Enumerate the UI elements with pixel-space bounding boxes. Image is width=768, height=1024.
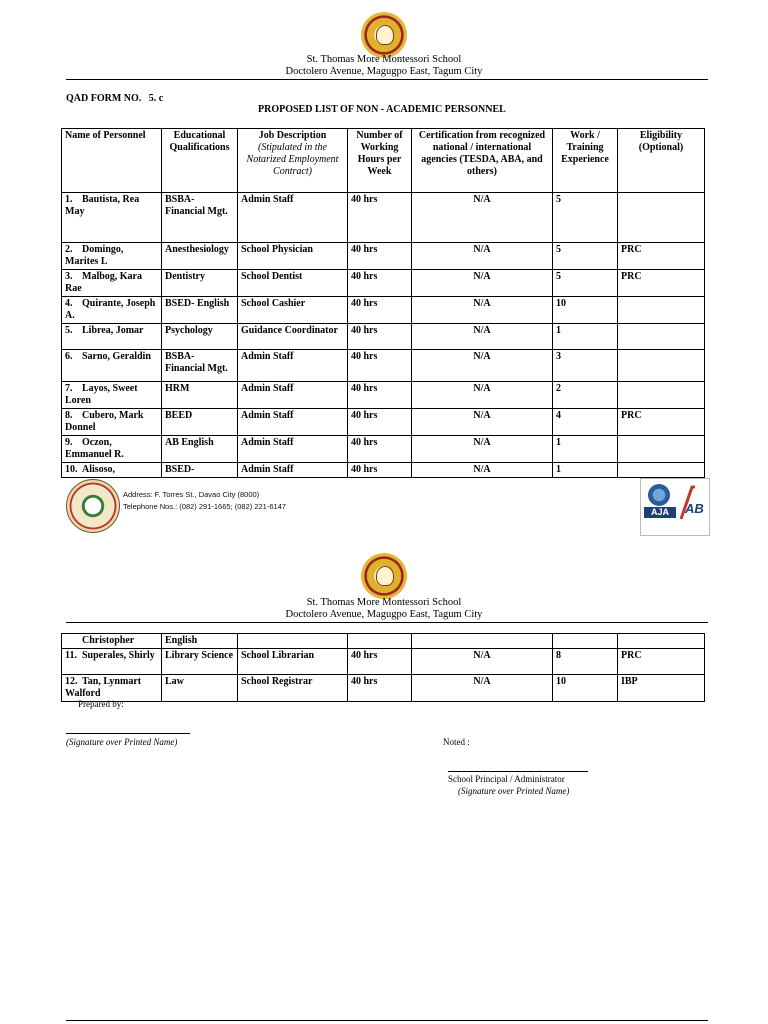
cell-education: AB English (162, 436, 238, 463)
header-name: Name of Personnel (62, 129, 162, 193)
school-address: Doctolero Avenue, Magugpo East, Tagum City (285, 66, 483, 77)
table-row (62, 382, 705, 409)
cell-education-continuation: English (162, 634, 238, 649)
cell-job: Admin Staff (238, 350, 348, 382)
cell-cert: N/A (412, 243, 553, 270)
cell-name: 3. Malbog, Kara Rae (62, 270, 162, 297)
cell-education: HRM (162, 382, 238, 409)
certification-logos (640, 478, 710, 536)
aja-logo: AJA (644, 507, 676, 518)
cell-name: 12. Tan, Lynmart Walford (62, 675, 162, 702)
cell-experience: 10 (553, 675, 618, 702)
cell-experience: 3 (553, 350, 618, 382)
cell-name: 6. Sarno, Geraldin (62, 350, 162, 382)
cell-experience: 1 (553, 324, 618, 350)
table-row (62, 297, 705, 324)
table-row (62, 675, 705, 702)
cell-hours: 40 hrs (348, 243, 412, 270)
header-rule (66, 79, 708, 80)
cell-name: 11. Superales, Shirly (62, 649, 162, 675)
cell-experience: 5 (553, 243, 618, 270)
cell-name: 4. Quirante, Joseph A. (62, 297, 162, 324)
table-row (62, 193, 705, 243)
cell-hours: 40 hrs (348, 382, 412, 409)
cell-job: Guidance Coordinator (238, 324, 348, 350)
cell-hours: 40 hrs (348, 270, 412, 297)
principal-label: School Principal / Administrator (448, 774, 565, 784)
table-row (62, 649, 705, 675)
cell-education: BSBA- Financial Mgt. (162, 193, 238, 243)
cell-cert: N/A (412, 382, 553, 409)
cell-experience: 2 (553, 382, 618, 409)
deped-seal-logo (66, 479, 120, 533)
ab-logo-icon (677, 483, 707, 525)
cell-education: Anesthesiology (162, 243, 238, 270)
table-row (62, 270, 705, 297)
cell-cert: N/A (412, 270, 553, 297)
cell-job: School Dentist (238, 270, 348, 297)
cell-name: 8. Cubero, Mark Donnel (62, 409, 162, 436)
cell-education: BSED- English (162, 297, 238, 324)
footer-address: Address: F. Torres St., Davao City (8000) (123, 490, 260, 499)
school-name-page2: St. Thomas More Montessori School (306, 597, 462, 608)
cell-hours: 40 hrs (348, 324, 412, 350)
cell-education: Law (162, 675, 238, 702)
cell-experience: 4 (553, 409, 618, 436)
header-experience: Work / Training Experience (553, 129, 618, 193)
cell-eligibility (618, 350, 705, 382)
principal-signature-note: (Signature over Printed Name) (458, 786, 570, 796)
header-eligibility: Eligibility (Optional) (618, 129, 705, 193)
cell-name-continuation: Christopher (82, 635, 135, 646)
svg-text:AB: AB (685, 501, 704, 516)
table-header-row (62, 129, 705, 193)
cell-experience: 1 (553, 436, 618, 463)
cell-hours: 40 hrs (348, 350, 412, 382)
cell-eligibility (618, 382, 705, 409)
personnel-table-page2 (61, 633, 705, 702)
table-row (62, 350, 705, 382)
certificate-number (641, 529, 709, 533)
cell-job: Admin Staff (238, 463, 348, 478)
table-body-page2 (62, 649, 705, 702)
table-row (62, 324, 705, 350)
cell-cert: N/A (412, 350, 553, 382)
cell-name: 9. Oczon, Emmanuel R. (62, 436, 162, 463)
prepared-signature-note: (Signature over Printed Name) (66, 737, 178, 747)
cell-eligibility (618, 324, 705, 350)
cell-job: Admin Staff (238, 409, 348, 436)
table-row (62, 436, 705, 463)
cell-experience: 1 (553, 463, 618, 478)
cell-experience: 5 (553, 270, 618, 297)
cell-experience: 5 (553, 193, 618, 243)
header-cert: Certification from recognized national / international agencies (TESDA, ABA, and others) (412, 129, 553, 193)
school-name: St. Thomas More Montessori School (306, 54, 462, 65)
cell-hours: 40 hrs (348, 463, 412, 478)
cell-eligibility: PRC (618, 409, 705, 436)
cell-education: Library Science (162, 649, 238, 675)
globe-icon (648, 484, 670, 506)
cell-eligibility (618, 436, 705, 463)
noted-signature-line (448, 771, 588, 772)
header-job-note: (Stipulated in the Notarized Employment Contract) (246, 142, 339, 177)
cell-eligibility (618, 297, 705, 324)
page-bottom-rule (66, 1020, 708, 1021)
cell-hours: 40 hrs (348, 193, 412, 243)
cell-education: BSED- (162, 463, 238, 478)
header-job: Job Description (Stipulated in the Notarized Employment Contract) (238, 129, 348, 193)
cell-job: Admin Staff (238, 382, 348, 409)
cell-hours: 40 hrs (348, 649, 412, 675)
cell-hours: 40 hrs (348, 675, 412, 702)
cell-name: 10. Alisoso, (62, 463, 162, 478)
table-row (62, 409, 705, 436)
prepared-signature-line (66, 733, 190, 734)
cell-cert: N/A (412, 649, 553, 675)
cell-name: 5. Librea, Jomar (62, 324, 162, 350)
cell-eligibility (618, 463, 705, 478)
noted-label: Noted : (443, 737, 470, 747)
cell-job: Admin Staff (238, 193, 348, 243)
cell-experience: 8 (553, 649, 618, 675)
cell-cert: N/A (412, 409, 553, 436)
cell-education: Dentistry (162, 270, 238, 297)
cell-education: BEED (162, 409, 238, 436)
cell-job: School Physician (238, 243, 348, 270)
cell-cert: N/A (412, 463, 553, 478)
cell-cert: N/A (412, 436, 553, 463)
cell-cert: N/A (412, 193, 553, 243)
table-body-page1 (62, 193, 705, 478)
cell-job: School Librarian (238, 649, 348, 675)
cell-eligibility: PRC (618, 649, 705, 675)
school-address-page2: Doctolero Avenue, Magugpo East, Tagum City (285, 609, 483, 620)
header-education: Educational Qualifications (162, 129, 238, 193)
cell-name: 1. Bautista, Rea May (62, 193, 162, 243)
cell-education: Psychology (162, 324, 238, 350)
cell-eligibility: PRC (618, 270, 705, 297)
table-row-continuation (62, 634, 705, 649)
cell-name: 2. Domingo, Marites L (62, 243, 162, 270)
form-title: PROPOSED LIST OF NON - ACADEMIC PERSONNEL (258, 104, 506, 115)
cell-hours: 40 hrs (348, 409, 412, 436)
footer-telephone: Telephone Nos.: (082) 291-1665; (082) 221-6147 (123, 502, 287, 511)
cell-hours: 40 hrs (348, 436, 412, 463)
cell-job: Admin Staff (238, 436, 348, 463)
cell-job: School Registrar (238, 675, 348, 702)
header-rule-page2 (66, 622, 708, 623)
personnel-table (61, 128, 705, 478)
cell-job: School Cashier (238, 297, 348, 324)
cell-education: BSBA- Financial Mgt. (162, 350, 238, 382)
cell-name: 7. Layos, Sweet Loren (62, 382, 162, 409)
cell-experience: 10 (553, 297, 618, 324)
table-row (62, 463, 705, 478)
cell-eligibility: IBP (618, 675, 705, 702)
table-row (62, 243, 705, 270)
cell-cert: N/A (412, 324, 553, 350)
footer-contact (123, 489, 286, 513)
cell-cert: N/A (412, 297, 553, 324)
prepared-by-label: Prepared by: (78, 699, 124, 709)
header-hours: Number of Working Hours per Week (348, 129, 412, 193)
cell-eligibility (618, 193, 705, 243)
school-seal-logo (361, 12, 407, 58)
form-number: QAD FORM NO. 5. c (66, 93, 164, 104)
cell-hours: 40 hrs (348, 297, 412, 324)
school-seal-logo-page2 (361, 553, 407, 599)
cell-cert: N/A (412, 675, 553, 702)
cell-eligibility: PRC (618, 243, 705, 270)
